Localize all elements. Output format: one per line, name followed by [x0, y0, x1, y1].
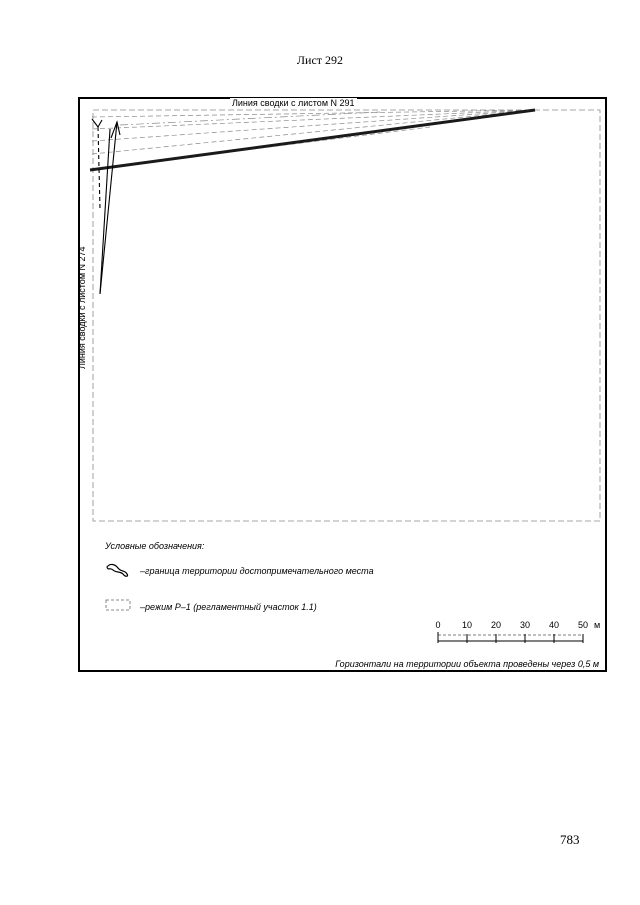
page-number: 783	[560, 832, 580, 847]
scale-tick-label: 10	[461, 620, 473, 630]
boundary-curve-icon	[105, 562, 133, 578]
scale-tick-label: 40	[548, 620, 560, 630]
scale-ruler	[435, 631, 590, 645]
scale-tick-label: 30	[519, 620, 531, 630]
sheet-title: Лист 292	[296, 53, 344, 67]
scale-unit: м	[594, 620, 601, 630]
scale-bar	[435, 620, 605, 650]
territory-boundary-line	[90, 110, 535, 170]
contour-note: Горизонтали на территории объекта проведены через 0,5 м	[335, 659, 599, 669]
map-drawing	[80, 99, 605, 670]
scale-tick-label: 50	[577, 620, 589, 630]
dashed-rect-icon	[105, 598, 133, 612]
top-adjacency-label: Линия сводки с листом N 291	[232, 98, 355, 108]
left-adjacency-label: Линия сводки с листом N 274	[77, 246, 87, 369]
map-frame	[78, 97, 607, 672]
regulation-zone-outline	[93, 110, 600, 521]
boundary-arrows	[92, 119, 120, 294]
legend-text-regime: –режим Р–1 (регламентный участок 1.1)	[140, 602, 317, 612]
legend-title: Условные обозначения:	[105, 541, 205, 551]
scale-tick-label: 0	[435, 620, 441, 630]
legend-text-boundary: –граница территории достопримечательного места	[140, 566, 374, 576]
scale-tick-label: 20	[490, 620, 502, 630]
